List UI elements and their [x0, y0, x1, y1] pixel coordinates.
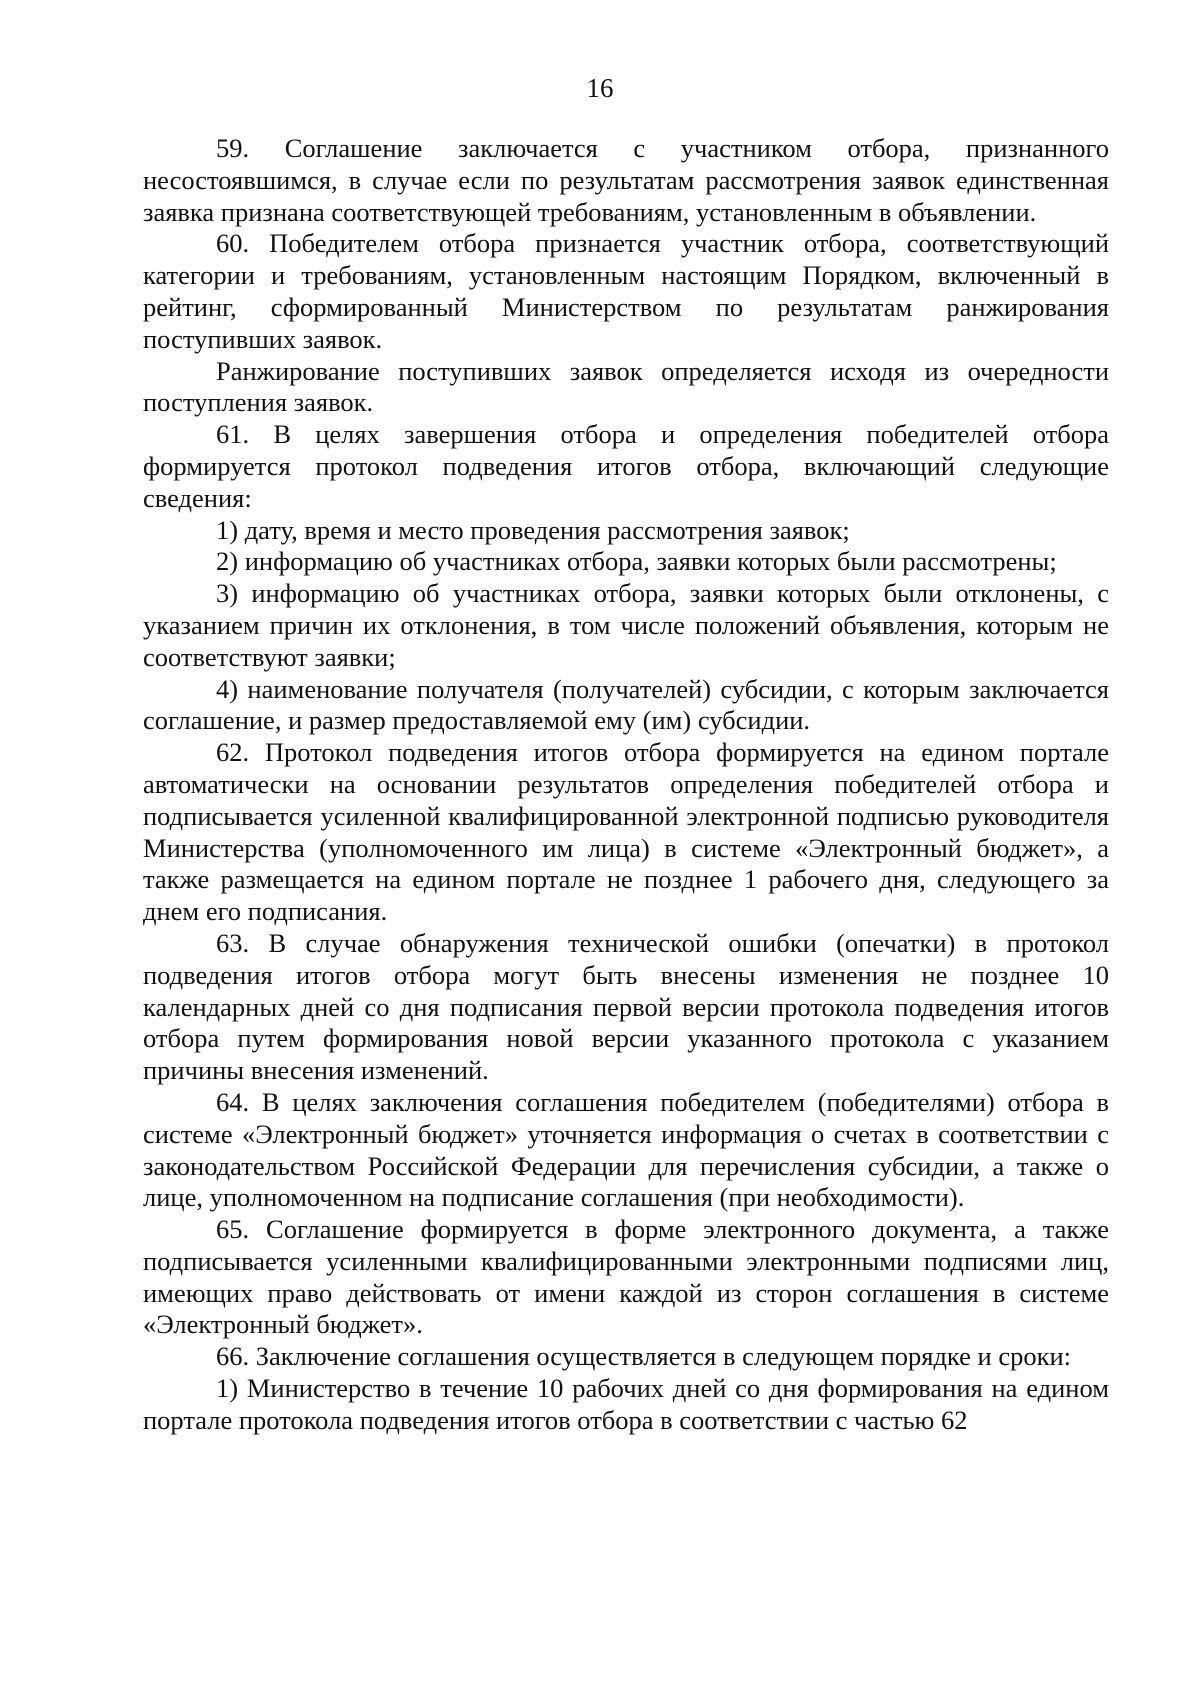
paragraph-63: 63. В случае обнаружения технической ошибки (опечатки) в протокол подведения итогов отбора могут быть внесены изменения не позднее 10 календарных дней со дня подписания первой версии протокола подведения итогов отбора путем формирования новой версии указанного протокола с указанием причины внесения изменений. — [143, 927, 1109, 1086]
paragraph-59: 59. Соглашение заключается с участником отбора, признанного несостоявшимся, в случае если по результатам рассмотрения заявок единственная заявка признана соответствующей требованиям, установленным в объявлении. — [143, 133, 1109, 227]
paragraph-65: 65. Соглашение формируется в форме электронного документа, а также подписывается усиленными квалифицированными электронными подписями лиц, имеющих право действовать от имени каждой из сторон соглашения в системе «Электронный бюджет». — [143, 1214, 1109, 1340]
paragraph-61-item-3: 3) информацию об участниках отбора, заявки которых были отклонены, с указанием причин их отклонения, в том числе положений объявления, которым не соответствуют заявки; — [143, 578, 1109, 672]
paragraph-60: 60. Победителем отбора признается участник отбора, соответствующий категории и требованиям, установленным настоящим Порядком, включенный в рейтинг, сформированный Министерством по результатам ранжирования поступивших заявок. — [143, 228, 1109, 354]
document-body — [143, 133, 1109, 1437]
paragraph-61-item-2: 2) информацию об участниках отбора, заявки которых были рассмотрены; — [216, 546, 1057, 577]
paragraph-62: 62. Протокол подведения итогов отбора формируется на едином портале автоматически на основании результатов определения победителей отбора и подписывается усиленной квалифицированной электронной подписью руководителя Министерства (уполномоченного им лица) в системе «Электронный бюджет», а также размещается на едином портале не позднее 1 рабочего дня, следующего за днем его подписания. — [143, 737, 1109, 927]
paragraph-60-ranking: Ранжирование поступивших заявок определяется исходя из очередности поступления заявок. — [143, 355, 1109, 418]
paragraph-61-item-4: 4) наименование получателя (получателей) субсидии, с которым заключается соглашение, и размер предоставляемой ему (им) субсидии. — [143, 673, 1109, 736]
paragraph-61-item-1: 1) дату, время и место проведения рассмотрения заявок; — [216, 514, 850, 545]
paragraph-66-item-1: 1) Министерство в течение 10 рабочих дней со дня формирования на едином портале протокола подведения итогов отбора в соответствии с частью 62 — [143, 1373, 1109, 1435]
paragraph-66: 66. Заключение соглашения осуществляется в следующем порядке и сроки: — [216, 1341, 1072, 1372]
page-number: 16 — [586, 73, 614, 103]
paragraph-64: 64. В целях заключения соглашения победителем (победителями) отбора в системе «Электронный бюджет» уточняется информация о счетах в соответствии с законодательством Российской Федерации для перечисления субсидии, а также о лице, уполномоченном на подписание соглашения (при необходимости). — [143, 1086, 1109, 1213]
paragraph-61: 61. В целях завершения отбора и определения победителей отбора формируется протокол подведения итогов отбора, включающий следующие сведения: — [143, 419, 1109, 513]
